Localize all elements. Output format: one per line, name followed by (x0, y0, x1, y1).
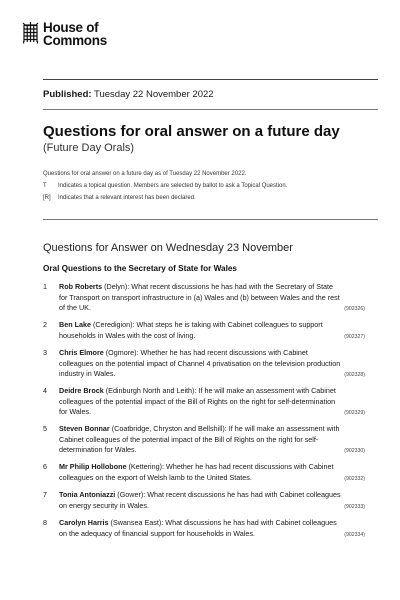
question-text: If he will make an assessment with Cabinet colleagues of the potential impact of the Bill of Rights on the right for self-determination for Wales. (59, 424, 340, 454)
legend-topical (43, 183, 287, 189)
question-member: Rob Roberts (59, 282, 103, 291)
question-constituency: (Coatbridge, Chryston and Bellshill): (111, 424, 227, 433)
question-number: 7 (43, 490, 47, 499)
question-item (43, 424, 365, 456)
question-number: 3 (43, 348, 47, 357)
question-number: 4 (43, 386, 47, 395)
divider-top (43, 79, 378, 80)
published-date: Tuesday 22 November 2022 (94, 89, 214, 100)
question-item (43, 320, 365, 341)
question-item (43, 518, 365, 539)
question-member: Carolyn Harris (59, 518, 109, 527)
question-item (43, 490, 365, 511)
legend-text: Indicates a topical question. Members are selected by ballot to ask a Topical Question. (58, 183, 288, 189)
logo-line-1: House of (43, 20, 99, 35)
question-item (43, 348, 365, 380)
question-item (43, 386, 365, 418)
question-text: What discussions he has had with Cabinet colleagues on the adequacy of financial support for households in Wales. (59, 518, 337, 538)
legend-symbol: T (43, 183, 47, 189)
divider-section (43, 219, 378, 220)
published-line (43, 89, 214, 100)
logo-wordmark (43, 22, 107, 47)
question-text: What recent discussions he has had with the Secretary of State for Transport on transport infrastructure in (a) Wales and (b) between Wales and the rest of the UK. (59, 282, 340, 312)
question-number: 6 (43, 462, 47, 471)
question-member: Ben Lake (59, 320, 91, 329)
legend-text: Indicates that a relevant interest has been declared. (58, 195, 196, 201)
question-ref: (902330) (344, 448, 365, 454)
question-ref: (902334) (344, 531, 365, 538)
question-constituency: (Ceredigion): (92, 320, 135, 329)
published-label: Published: (43, 89, 92, 100)
question-constituency: (Kettering): (128, 462, 165, 471)
question-member: Chris Elmore (59, 348, 104, 357)
question-ref: (902332) (344, 475, 365, 482)
question-member: Mr Philip Hollobone (59, 462, 127, 471)
section-heading: Questions for Answer on Wednesday 23 November (43, 242, 293, 254)
question-text: If he will make an assessment with Cabinet colleagues of the potential impact of the Bill of Rights on the right for self-determination for Wales. (59, 386, 336, 416)
page-subtitle: (Future Day Orals) (43, 142, 135, 154)
question-constituency: (Swansea East): (110, 518, 164, 527)
question-text: What recent discussions he has had with Cabinet colleagues on energy security in Wales. (59, 490, 341, 510)
logo-line-2: Commons (43, 32, 107, 48)
question-number: 8 (43, 518, 47, 527)
question-item (43, 462, 365, 483)
question-number: 1 (43, 282, 47, 291)
intro-text: Questions for oral answer on a future day as of Tuesday 22 November 2022. (43, 171, 247, 177)
question-ref: (902327) (344, 333, 365, 340)
question-text: Whether he has had recent discussions with Cabinet colleagues on the export of Welsh lamb to the United States. (59, 462, 334, 482)
question-member: Tonia Antoniazzi (59, 490, 116, 499)
legend-symbol: [R] (43, 195, 51, 201)
question-member: Steven Bonnar (59, 424, 110, 433)
question-constituency: (Delyn): (104, 282, 130, 291)
page-title: Questions for oral answer on a future day (43, 123, 340, 140)
question-ref: (902326) (344, 306, 365, 312)
question-member: Deidre Brock (59, 386, 104, 395)
legend-interest (43, 195, 196, 201)
question-text: Whether he has had recent discussions with Cabinet colleagues on the potential impact of Channel 4 privatisation on the television production industry in Wales. (59, 348, 341, 378)
question-number: 5 (43, 424, 47, 433)
question-ref: (902328) (344, 372, 365, 378)
sub-heading: Oral Questions to the Secretary of State for Wales (43, 264, 237, 273)
question-constituency: (Gower): (117, 490, 146, 499)
question-constituency: (Ogmore): (105, 348, 139, 357)
portcullis-icon (22, 22, 39, 44)
question-ref: (902333) (344, 503, 365, 510)
divider-published (43, 109, 378, 110)
question-text: What steps he is taking with Cabinet colleagues to support households in Wales with the cost of living. (59, 320, 323, 340)
question-number: 2 (43, 320, 47, 329)
house-of-commons-logo (22, 22, 107, 47)
question-item (43, 282, 365, 314)
question-ref: (902329) (344, 410, 365, 416)
question-constituency: (Edinburgh North and Leith): (105, 386, 197, 395)
